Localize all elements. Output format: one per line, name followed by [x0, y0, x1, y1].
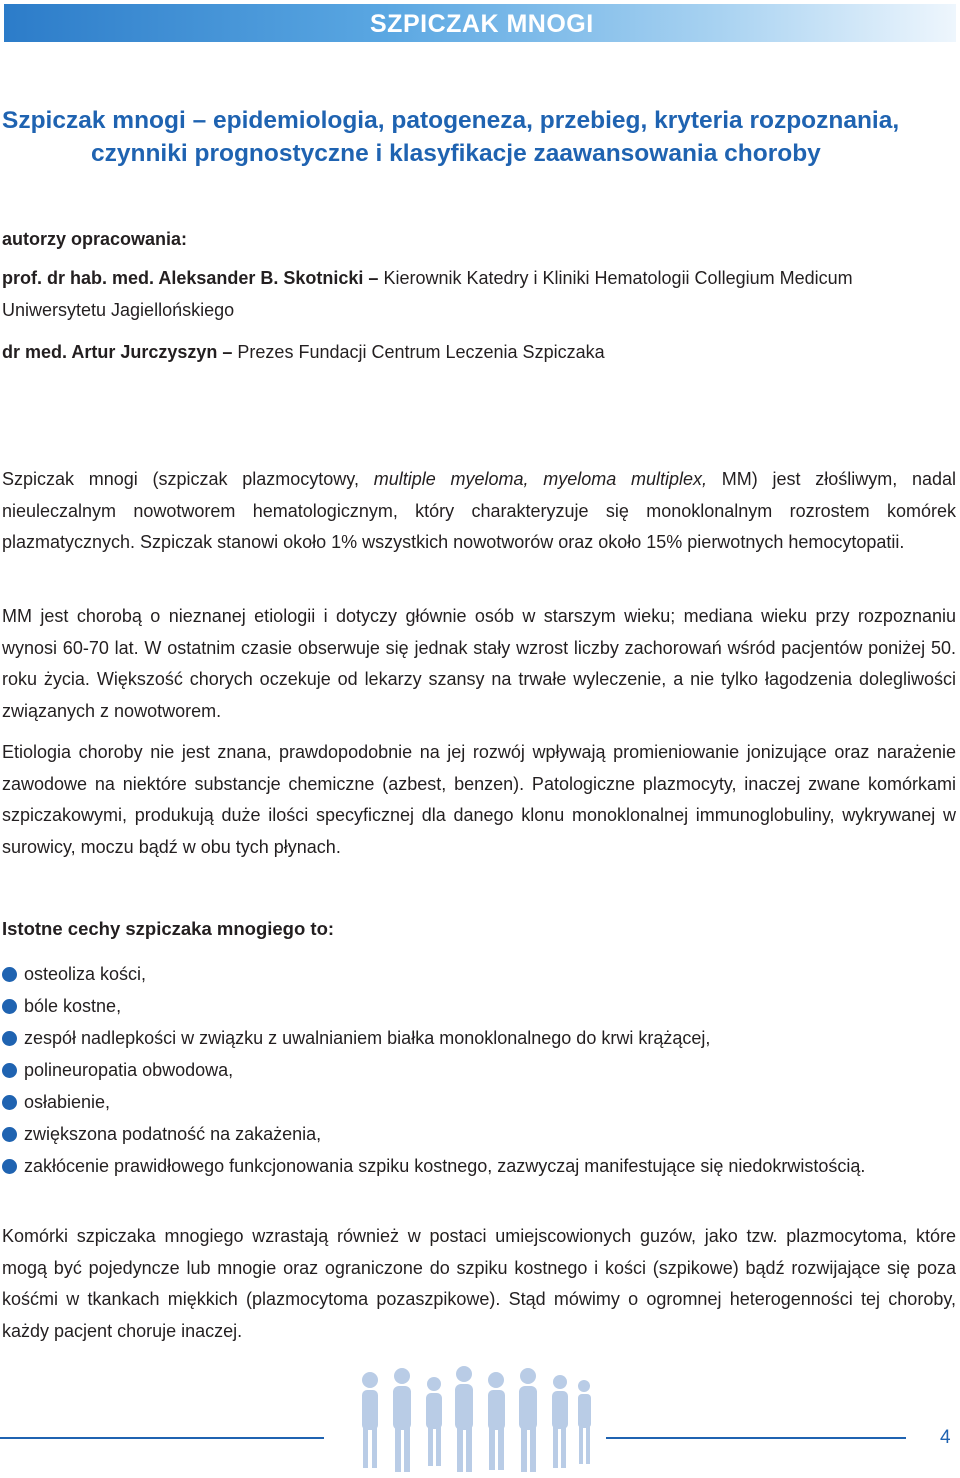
header-bar — [4, 4, 956, 42]
bullet-icon — [2, 1127, 17, 1142]
list-item — [0, 990, 960, 1022]
bullet-icon — [2, 967, 17, 982]
bullet-icon — [2, 1031, 17, 1046]
author-2-role: Prezes Fundacji Centrum Leczenia Szpiczaka — [237, 342, 605, 362]
intro-paragraph-1 — [2, 464, 956, 559]
intro-p1-end: MM) jest złośliwym, nadal nieuleczalnym nowotworem hematologicznym, który charakteryzuje się monoklonalnym rozrostem komórek plazmatycznych. Szpiczak stanowi około 1% wszystkich nowotworów oraz około 15% pierwotnych hemocytopatii. — [2, 469, 956, 552]
bullet-icon — [2, 999, 17, 1014]
bullet-icon — [2, 1095, 17, 1110]
author-2 — [2, 337, 956, 369]
footer-divider-right — [606, 1437, 906, 1439]
author-1-role: Kierownik Katedry i Kliniki Hematologii Collegium Medicum Uniwersytetu Jagiellońskiego — [2, 268, 853, 320]
list-item-text: bóle kostne, — [24, 996, 122, 1016]
list-item — [0, 1054, 960, 1086]
page-number: 4 — [940, 1427, 951, 1448]
list-item-text: zakłócenie prawidłowego funkcjonowania szpiku kostnego, zazwyczaj manifestujące się niedokrwistością. — [24, 1156, 866, 1176]
list-item-text: osteoliza kości, — [24, 964, 147, 984]
header-title: SZPICZAK MNOGI — [370, 10, 594, 38]
list-item — [0, 1118, 960, 1150]
author-1-name: prof. dr hab. med. Aleksander B. Skotnicki — [2, 268, 364, 288]
list-item — [0, 1086, 960, 1118]
list-item-text: zespół nadlepkości w związku z uwalnianiem białka monoklonalnego do krwi krążącej, — [24, 1028, 711, 1048]
bullet-icon — [2, 1063, 17, 1078]
bullet-icon — [2, 1159, 17, 1174]
author-1 — [2, 263, 956, 326]
intro-paragraph-3: Etiologia choroby nie jest znana, prawdopodobnie na jej rozwój wpływają promieniowanie jonizujące oraz narażenie zawodowe na niektóre substancje chemiczne (azbest, benzen). Patologiczne plazmocyty, inaczej zwane komórkami szpiczakowymi, produkują duże ilości specyficznej dla danego klonu monoklonalnej immunoglobuliny, wykrywanej w surowicy, moczu bądź w obu tych płynach. — [2, 742, 956, 857]
document-title-line-1: Szpiczak mnogi – epidemiologia, patogeneza, przebieg, kryteria rozpoznania, — [2, 107, 900, 134]
document-title — [2, 104, 958, 170]
list-item — [0, 1150, 960, 1182]
document-title-line-2: czynniki prognostyczne i klasyfikacje zaawansowania choroby — [91, 140, 821, 167]
author-2-name: dr med. Artur Jurczyszyn — [2, 342, 218, 362]
list-item-text: zwiększona podatność na zakażenia, — [24, 1124, 322, 1144]
list-item-text: osłabienie, — [24, 1092, 111, 1112]
features-list — [0, 958, 960, 1182]
list-item — [0, 1022, 960, 1054]
closing-paragraph: Komórki szpiczaka mnogiego wzrastają również w postaci umiejscowionych guzów, jako tzw. plazmocytoma, które mogą być pojedyncze lub mnogie oraz ograniczone do szpiku kostnego i kości (szpikowe) bądź rozwijające się poza kośćmi w tkankach miękkich (plazmocytoma pozaszpikowe). Stąd mówimy o ogromnej heterogenności tej choroby, każdy pacjent choruje inaczej. — [2, 1226, 956, 1341]
intro-p1-italic: multiple myeloma, myeloma multiplex, — [373, 469, 708, 489]
people-silhouettes-icon — [350, 1366, 595, 1474]
intro-p1-start: Szpiczak mnogi (szpiczak plazmocytowy, — [2, 469, 374, 489]
author-1-dash: – — [363, 268, 384, 288]
list-item-text: polineuropatia obwodowa, — [24, 1060, 234, 1080]
author-2-dash: – — [217, 342, 238, 362]
features-heading: Istotne cechy szpiczaka mnogiego to: — [2, 918, 335, 939]
authors-heading: autorzy opracowania: — [2, 229, 188, 249]
footer-divider-left — [0, 1437, 324, 1439]
intro-paragraph-2: MM jest chorobą o nieznanej etiologii i dotyczy głównie osób w starszym wieku; mediana wieku przy rozpoznaniu wynosi 60-70 lat. W ostatnim czasie obserwuje się jednak stały wzrost liczby zachorowań wśród pacjentów poniżej 50. roku życia. Większość chorych oczekuje od lekarzy szansy na trwałe wyleczenie, a nie tylko łagodzenia dolegliwości związanych z nowotworem. — [2, 606, 956, 721]
list-item — [0, 958, 960, 990]
